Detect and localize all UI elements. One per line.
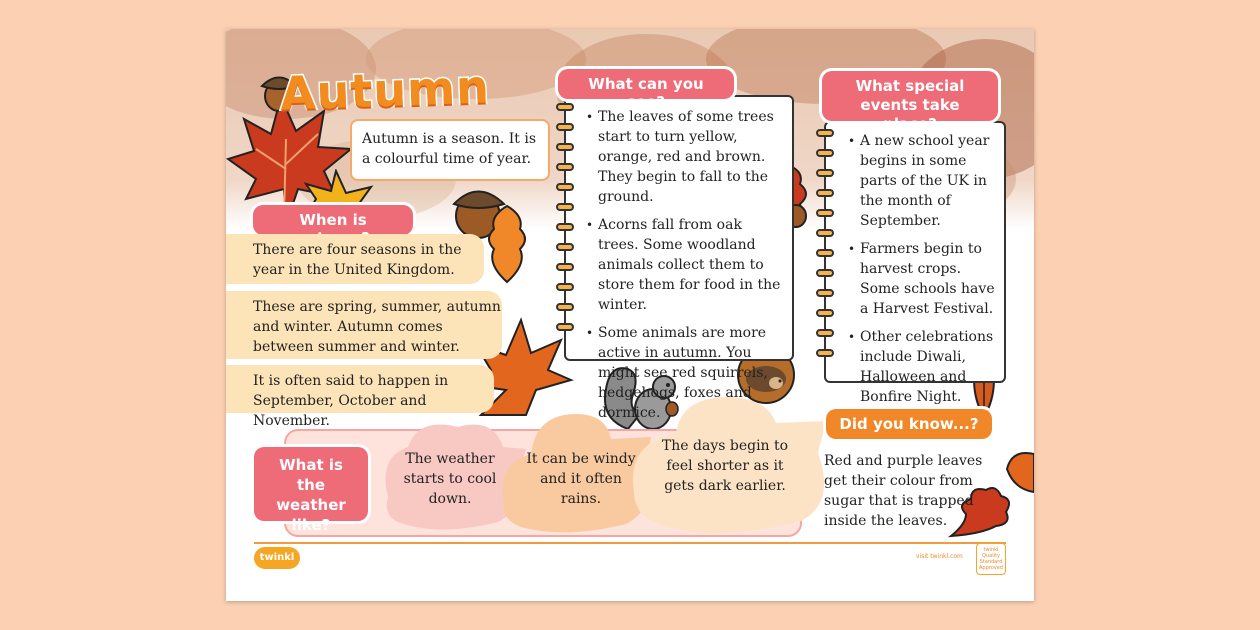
events-item-3: • Other celebrations include Diwali, Halloween and Bonfire Night.: [848, 327, 998, 407]
twinkl-logo: twinkl: [254, 547, 300, 569]
events-item-2: • Farmers begin to harvest crops. Some schools have a Harvest Festival.: [848, 239, 998, 319]
poster: [226, 29, 1034, 601]
events-item-1: • A new school year begins in some parts of the UK in the month of September.: [848, 131, 998, 231]
notebook-rings: [556, 103, 574, 343]
weather-cloud-1: The weather starts to cool down.: [403, 451, 497, 507]
events-list: [848, 131, 998, 415]
see-item-2: • Acorns fall from oak trees. Some woodland animals collect them to store them for food in the winter.: [586, 215, 786, 315]
intro-text: Autumn is a season. It is a colourful time of year.: [352, 121, 548, 179]
notebook-rings: [816, 129, 834, 369]
see-item-3: • Some animals are more active in autumn. You might see red squirrels, hedgehogs, foxes and dormice.: [586, 323, 786, 423]
oak-leaf-icon: [482, 204, 532, 284]
weather-heading: What is the weather like?: [254, 447, 368, 521]
footer-divider: [254, 542, 1006, 544]
did-you-know-text: Red and purple leaves get their colour from sugar that is trapped inside the leaves.: [824, 453, 983, 529]
weather-cloud-3: The days begin to feel shorter as it gets dark earlier.: [661, 438, 789, 494]
events-heading: What special events take place?: [822, 71, 998, 121]
when-row-2: These are spring, summer, autumn and winter. Autumn comes between summer and winter.: [226, 291, 502, 359]
weather-cloud-2: It can be windy and it often rains.: [526, 451, 636, 507]
events-notebook: [824, 121, 1006, 405]
did-you-know-heading: Did you know...?: [826, 409, 992, 439]
quality-badge: twinkl Quality Standard Approved: [976, 543, 1006, 575]
when-row-1: There are four seasons in the year in the United Kingdom.: [226, 234, 484, 284]
page-title: Autumn: [279, 59, 491, 121]
orange-leaf-icon: [1002, 444, 1034, 494]
see-heading: What can you see?: [558, 69, 734, 99]
see-list: [586, 107, 786, 431]
see-item-1: • The leaves of some trees start to turn yellow, orange, red and brown. They begin to fall to the ground.: [586, 107, 786, 207]
visit-link[interactable]: visit twinkl.com: [916, 553, 963, 560]
see-notebook: [564, 95, 794, 421]
when-row-3: It is often said to happen in September, October and November.: [226, 365, 494, 413]
when-heading: When is: [253, 205, 413, 235]
